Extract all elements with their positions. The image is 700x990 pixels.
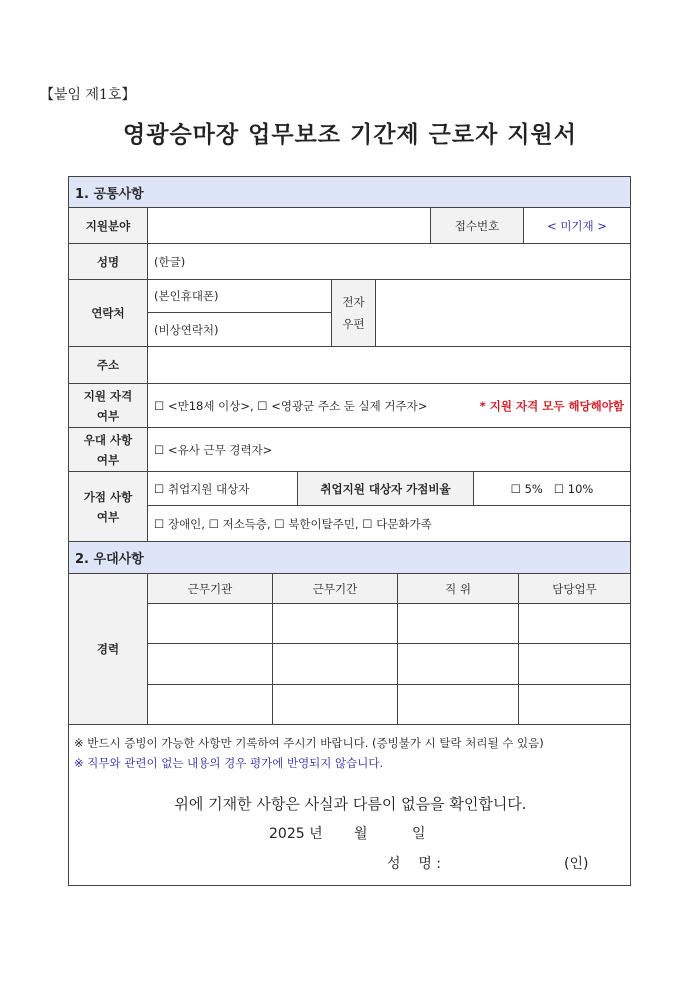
- seal-mark: (인): [564, 856, 589, 872]
- career-col-duty: 담당업무: [518, 573, 631, 604]
- career-cell-position[interactable]: [397, 643, 519, 685]
- date-day: 일: [412, 826, 426, 842]
- preference-checkbox[interactable]: ☐ <유사 근무 경력자>: [147, 427, 631, 472]
- notes-box: [68, 724, 631, 886]
- email-input[interactable]: [375, 279, 631, 347]
- career-cell-org[interactable]: [147, 603, 273, 644]
- mobile-input[interactable]: (본인휴대폰): [147, 279, 332, 313]
- name-input[interactable]: (한글): [147, 243, 631, 280]
- signature-label: 성 명 :: [387, 856, 442, 872]
- note-relevance: ※ 직무와 관련이 없는 내용의 경우 평가에 반영되지 않습니다.: [74, 756, 384, 770]
- page-title: 영광승마장 업무보조 기간제 근로자 지원서: [123, 122, 577, 148]
- attachment-label: 【붙임 제1호】: [40, 87, 136, 103]
- preference-label: 우대 사항 여부: [68, 427, 148, 472]
- career-cell-position[interactable]: [397, 684, 519, 725]
- career-cell-period[interactable]: [272, 603, 398, 644]
- career-col-org: 근무기관: [147, 573, 273, 604]
- receipt-value: < 미기재 >: [523, 207, 631, 244]
- date-month: 월: [354, 826, 368, 842]
- bonus-rate-label: 취업지원 대상자 가점비율: [297, 471, 474, 506]
- career-cell-duty[interactable]: [518, 684, 631, 725]
- bonus-rate-options[interactable]: ☐ 5% ☐ 10%: [473, 471, 631, 506]
- name-label: 성명: [68, 243, 148, 280]
- address-label: 주소: [68, 346, 148, 384]
- note-evidence: ※ 반드시 증빙이 가능한 사항만 기록하여 주시기 바랍니다. (증빙불가 시 탈락 처리될 수 있음): [74, 736, 544, 750]
- contact-label: 연락처: [68, 279, 148, 347]
- bonus-label: 가점 사항 여부: [68, 471, 148, 542]
- emergency-input[interactable]: (비상연락처): [147, 312, 332, 347]
- section2-heading: 2. 우대사항: [68, 541, 631, 574]
- career-cell-duty[interactable]: [518, 643, 631, 685]
- field-input[interactable]: [147, 207, 431, 244]
- career-cell-org[interactable]: [147, 643, 273, 685]
- qualification-note: * 지원 자격 모두 해당해야함: [479, 398, 624, 413]
- receipt-label: 접수번호: [430, 207, 524, 244]
- confirm-statement: 위에 기재한 사항은 사실과 다름이 없음을 확인합니다.: [174, 795, 527, 813]
- career-col-position: 직 위: [397, 573, 519, 604]
- qualification-checkboxes[interactable]: ☐ <만18세 이상>, ☐ <영광군 주소 둔 실제 거주자>: [154, 398, 428, 413]
- career-cell-org[interactable]: [147, 684, 273, 725]
- career-cell-duty[interactable]: [518, 603, 631, 644]
- career-label: 경력: [68, 573, 148, 725]
- career-cell-period[interactable]: [272, 643, 398, 685]
- date-year: 2025 년: [269, 826, 323, 842]
- career-cell-position[interactable]: [397, 603, 519, 644]
- bonus-employment-checkbox[interactable]: ☐ 취업지원 대상자: [147, 471, 298, 506]
- email-label: 전자 우편: [331, 279, 376, 347]
- address-input[interactable]: [147, 346, 631, 384]
- field-label: 지원분야: [68, 207, 148, 244]
- career-cell-period[interactable]: [272, 684, 398, 725]
- section1-heading: 1. 공통사항: [68, 176, 631, 208]
- career-col-period: 근무기간: [272, 573, 398, 604]
- qualification-label: 지원 자격 여부: [68, 383, 148, 428]
- bonus-other-checkboxes[interactable]: ☐ 장애인, ☐ 저소득층, ☐ 북한이탈주민, ☐ 다문화가족: [147, 505, 631, 542]
- qualification-options[interactable]: [147, 383, 631, 428]
